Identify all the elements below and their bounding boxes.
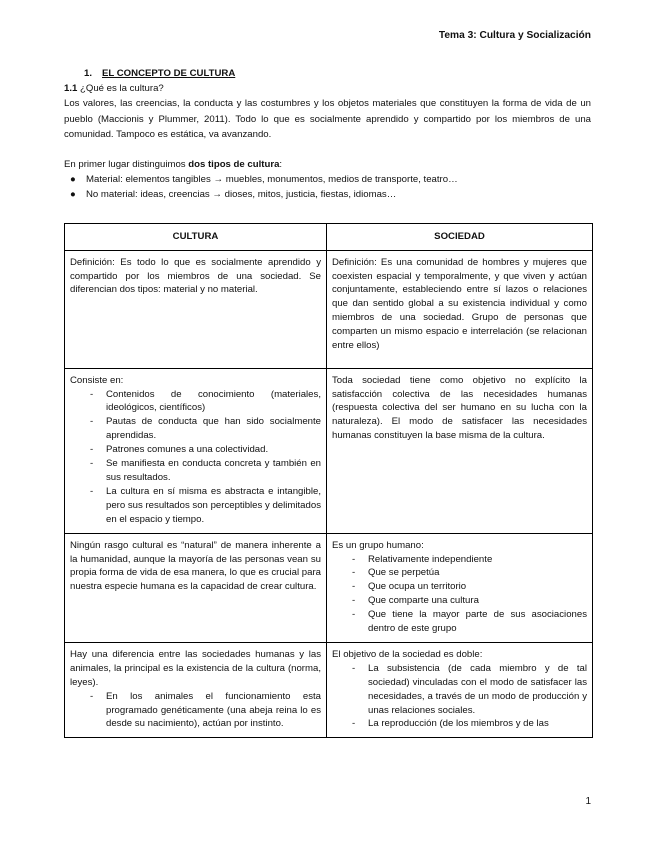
table-row: [65, 533, 593, 642]
cell-list: [332, 662, 587, 732]
table-cell: [65, 250, 327, 368]
bullet-icon: ●: [70, 174, 76, 186]
cell-list: [70, 690, 321, 732]
list-item: - Patrones comunes a una colectividad.: [90, 444, 269, 456]
list-item: - Relativamente independiente: [352, 553, 493, 565]
subsection-heading: [64, 81, 591, 96]
list-item-text: Que se perpetúa: [368, 567, 440, 579]
cell-list: [70, 388, 321, 527]
list-item-text: Material: elementos tangibles → muebles, monumentos, medios de transporte, teatro…: [86, 174, 458, 186]
table-row: [65, 642, 593, 737]
section-number: 1.: [84, 68, 93, 79]
list-item-text: Que comparte una cultura: [368, 595, 479, 607]
table-header-row: [65, 223, 593, 250]
table-cell: [65, 533, 327, 642]
table-cell: [65, 642, 327, 737]
cell-text: Es un grupo humano:: [332, 539, 424, 551]
table-row: [65, 250, 593, 368]
list-item: - La reproducción (de los miembros y de las: [352, 718, 549, 730]
list-item-text: En los animales el funcionamiento esta programado genéticamente (una abeja reina lo es desde su nacimiento), actúan por instinto.: [106, 690, 321, 730]
cultura-sociedad-table: [64, 223, 593, 739]
list-item: - Que tiene la mayor parte de sus asociaciones dentro de este grupo: [352, 609, 587, 635]
cell-text: Hay una diferencia entre las sociedades humanas y las animales, la principal es la existencia de la cultura (norma, leyes).: [70, 648, 321, 688]
table-cell: [327, 642, 593, 737]
subsection-number: 1.1: [64, 83, 78, 95]
types-intro: [64, 157, 591, 172]
list-item-text: Pautas de conducta que han sido socialmente aprendidas.: [106, 416, 321, 442]
list-item-text: La reproducción (de los miembros y de las: [368, 718, 549, 730]
cell-text: Toda sociedad tiene como objetivo no explícito la satisfacción colectiva de las necesidades humanas (respuesta colectiva del ser humano en su lucha con la naturaleza). El modo de satisfacer las necesidades humanas constituyen la base misma de la cultura.: [332, 374, 587, 442]
cell-list: [332, 553, 587, 636]
list-item: - La subsistencia (de cada miembro y de tal sociedad) vinculadas con el modo de satisfacer las necesidades, a través de un modo de producción y unas relaciones sociales.: [352, 662, 587, 716]
list-item-text: La subsistencia (de cada miembro y de tal sociedad) vinculadas con el modo de satisfacer las necesidades, a través de un modo de producción y unas relaciones sociales.: [368, 662, 587, 716]
intro-paragraph: Los valores, las creencias, la conducta y las costumbres y los objetos materiales que constituyen la forma de vida de un pueblo (Maccionis y Plummer, 2011). Todo lo que es socialmente aprendido y compartido por los miembros de una comunidad. Tampoco es estática, va avanzando.: [64, 98, 591, 140]
list-item: [64, 172, 591, 187]
column-header-sociedad: SOCIEDAD: [327, 223, 593, 250]
table-cell: [327, 250, 593, 368]
cell-text: El objetivo de la sociedad es doble:: [332, 648, 483, 660]
page-header-title: Tema 3: Cultura y Socialización: [438, 30, 591, 41]
subsection-title: ¿Qué es la cultura?: [80, 83, 164, 95]
table-cell: [327, 368, 593, 533]
types-intro-bold: dos tipos de cultura: [188, 159, 280, 171]
list-item: - Contenidos de conocimiento (materiales, ideológicos, científicos): [90, 388, 321, 414]
page-number: 1: [585, 796, 591, 807]
section-heading: [64, 66, 591, 81]
cell-text: Definición: Es una comunidad de hombres y mujeres que coexisten espacial y temporalmente, y que viven y actúan conjuntamente, estableciendo entre sí lazos o relaciones que dan sentido global a su existencia individual y como miembros de una sociedad. Grupo de personas que comparten un mismo espacio e interrelación (se relacionan entre ellos): [332, 256, 587, 352]
list-item-text: No material: ideas, creencias → dioses, mitos, justicia, fiestas, idiomas…: [86, 189, 397, 201]
list-item: - Que comparte una cultura: [352, 595, 479, 607]
list-item: - Pautas de conducta que han sido socialmente aprendidas.: [90, 416, 321, 442]
list-item-text: Patrones comunes a una colectividad.: [106, 444, 269, 456]
types-intro-text: En primer lugar distinguimos: [64, 159, 189, 171]
list-item: - Que ocupa un territorio: [352, 581, 467, 593]
list-item: [64, 187, 591, 202]
cell-text: Consiste en:: [70, 374, 124, 386]
list-item-text: Relativamente independiente: [368, 553, 493, 565]
list-item: - La cultura en sí misma es abstracta e intangible, pero sus resultados son perceptibles y delimitados en el espacio y tiempo.: [90, 485, 321, 525]
list-item-text: Contenidos de conocimiento (materiales, ideológicos, científicos): [106, 388, 321, 414]
list-item-text: Que ocupa un territorio: [368, 581, 467, 593]
list-item-text: Se manifiesta en conducta concreta y también en sus resultados.: [106, 458, 321, 483]
page-content: [64, 66, 591, 738]
section-title: EL CONCEPTO DE CULTURA: [102, 68, 236, 79]
table-row: [65, 368, 593, 533]
list-item: - Que se perpetúa: [352, 567, 440, 579]
list-item: - En los animales el funcionamiento esta programado genéticamente (una abeja reina lo es desde su nacimiento), actúan por instinto.: [90, 690, 321, 730]
table-cell: [65, 368, 327, 533]
list-item-text: La cultura en sí misma es abstracta e intangible, pero sus resultados son perceptibles y delimitados en el espacio y tiempo.: [106, 485, 321, 525]
column-header-cultura: CULTURA: [65, 223, 327, 250]
table-cell: [327, 533, 593, 642]
cell-text: Ningún rasgo cultural es “natural” de manera inherente a la humanidad, aunque la mayoría de las personas vean su propia forma de vida de esa manera, lo que es crucial para nuestra especie humana es la capacidad de crear cultura.: [70, 539, 321, 593]
cell-text: Definición: Es todo lo que es socialmente aprendido y compartido por los miembros de una sociedad. Se diferencian dos tipos: material y no material.: [70, 256, 321, 296]
types-list: [64, 172, 591, 202]
bullet-icon: ●: [70, 189, 76, 201]
list-item: - Se manifiesta en conducta concreta y también en sus resultados.: [90, 458, 321, 483]
types-intro-colon: :: [279, 159, 283, 171]
list-item-text: Que tiene la mayor parte de sus asociaciones dentro de este grupo: [368, 609, 587, 635]
